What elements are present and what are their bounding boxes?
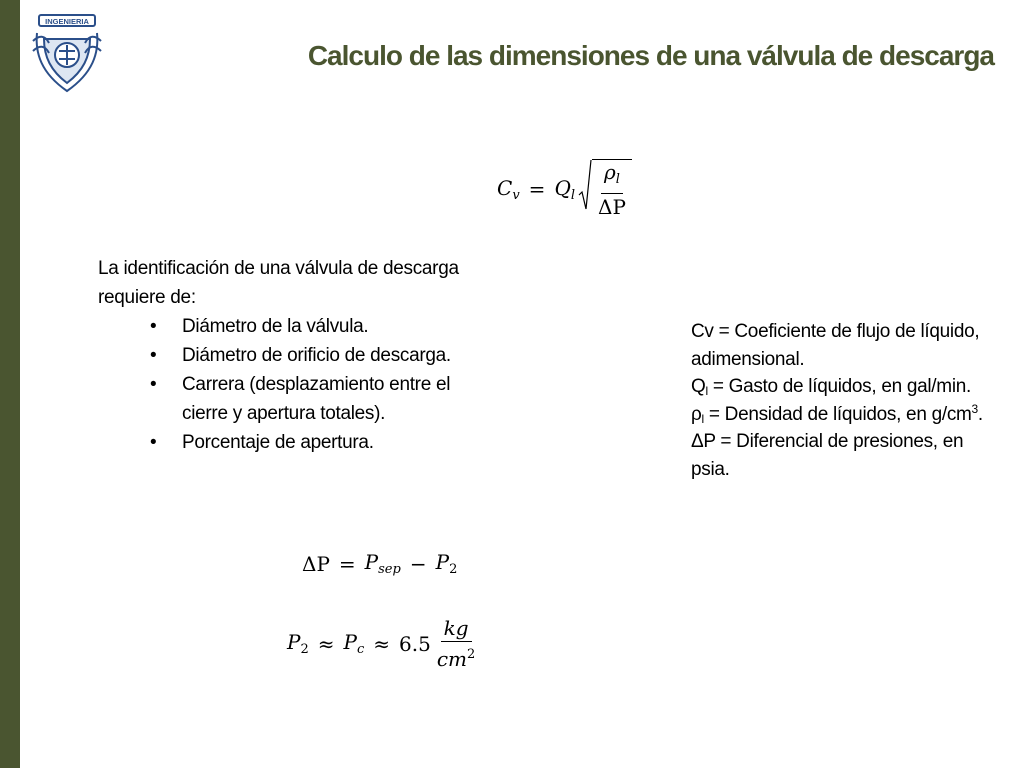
unam-engineering-seal-icon	[31, 11, 103, 95]
radical-sign-icon	[578, 159, 592, 213]
bullet-icon: •	[150, 374, 157, 395]
units-fraction: $\frac{kg}{cm^2}$	[436, 616, 476, 671]
list-item: • Diámetro de la válvula.	[98, 312, 478, 341]
requirements-list	[98, 312, 478, 457]
definition-cv: Cv = Coeficiente de flujo de líquido, adimensional.	[691, 321, 980, 370]
list-item: • Porcentaje de apertura.	[98, 428, 478, 457]
pc-symbol: $P_c$	[343, 630, 365, 657]
left-accent-bar	[0, 0, 20, 768]
bullet-icon: •	[150, 345, 157, 366]
identification-text	[98, 254, 478, 457]
minus-sign: −	[409, 551, 427, 576]
equation-delta-p	[302, 550, 457, 577]
intro-paragraph: La identificación de una válvula de descarga requiere de:	[98, 258, 459, 308]
bullet-icon: •	[150, 316, 157, 337]
bullet-icon: •	[150, 432, 157, 453]
equation-cv	[497, 159, 632, 219]
page-title: Calculo de las dimensiones de una válvula de descarga	[307, 40, 994, 71]
list-item: • Carrera (desplazamiento entre el cierre y apertura totales).	[98, 370, 478, 428]
psep-symbol: $P_{sep}$	[364, 550, 401, 577]
equals-sign: =	[528, 177, 546, 201]
definition-rho: $\rho_l$ = Densidad de líquidos, en $g/cm^3$.	[691, 401, 983, 426]
approx-sign: ≈	[373, 631, 391, 656]
p2-symbol: $P_2$	[435, 550, 458, 577]
definition-ql: $Q_l$ = Gasto de líquidos, en gal/min.	[691, 376, 971, 398]
cv-symbol: $C_v$	[497, 175, 520, 203]
approx-sign: ≈	[317, 631, 335, 656]
equation-p2	[287, 616, 481, 671]
pressure-value: 6.5	[399, 631, 431, 656]
density-over-pressure-fraction: $\frac{\rho_l}{\Delta P}$	[598, 160, 626, 219]
delta-p-symbol: ΔP	[302, 551, 330, 576]
variable-definitions	[691, 318, 996, 483]
square-root	[578, 159, 632, 219]
p2-symbol: $P_2$	[287, 630, 309, 657]
logo-text: INGENIERIA	[45, 17, 89, 26]
ql-symbol: $Q_l$	[554, 175, 576, 203]
list-item: • Diámetro de orificio de descarga.	[98, 341, 478, 370]
equals-sign: =	[338, 551, 356, 576]
definition-delta-p: ΔP = Diferencial de presiones, en psia.	[691, 431, 964, 480]
